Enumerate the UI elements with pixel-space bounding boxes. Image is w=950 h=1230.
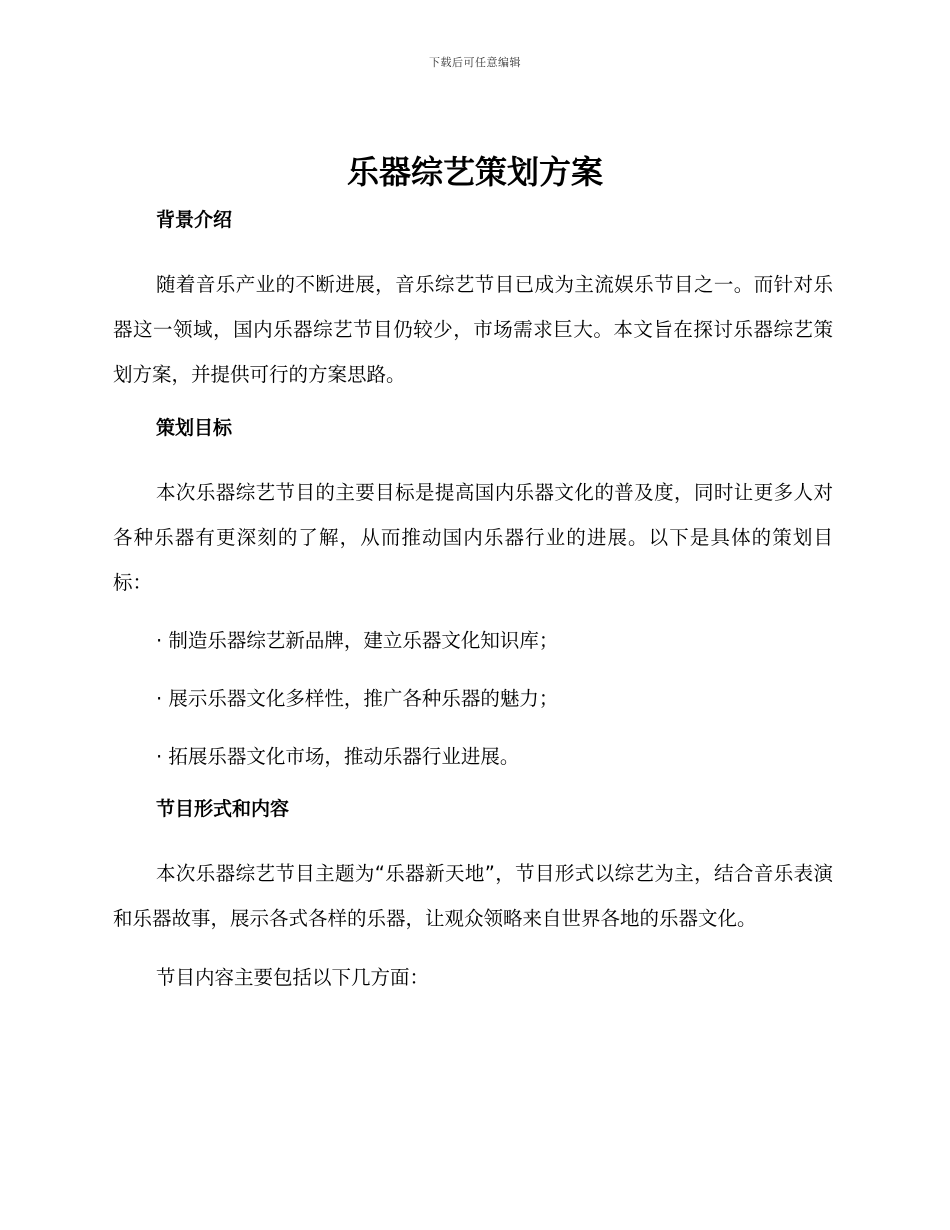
page-header-note: 下载后可任意编辑 <box>429 56 521 69</box>
format-paragraph: 本次乐器综艺节目主题为“乐器新天地”，节目形式以综艺为主，结合音乐表演和乐器故事，展示各式各样的乐器，让观众领略来自世界各地的乐器文化。 <box>113 862 833 930</box>
goal-bullet-item: · 展示乐器文化多样性，推广各种乐器的魅力； <box>156 687 559 710</box>
document-title: 乐器综艺策划方案 <box>346 153 603 191</box>
goals-paragraph: 本次乐器综艺节目的主要目标是提高国内乐器文化的普及度，同时让更多人对各种乐器有更深刻的了解，从而推动国内乐器行业的进展。以下是具体的策划目标： <box>113 481 833 594</box>
format-paragraph-contents: 节目内容主要包括以下几方面： <box>156 966 430 989</box>
goal-bullet-item: · 拓展乐器文化市场，推动乐器行业进展。 <box>156 745 520 768</box>
background-paragraph: 随着音乐产业的不断进展，音乐综艺节目已成为主流娱乐节目之一。而针对乐器这一领域，国内乐器综艺节目仍较少，市场需求巨大。本文旨在探讨乐器综艺策划方案，并提供可行的方案思路。 <box>113 273 833 386</box>
document-body <box>113 203 833 1000</box>
section-heading-format: 节目形式和内容 <box>156 798 290 820</box>
section-heading-background: 背景介绍 <box>156 209 233 231</box>
goal-bullet-item: · 制造乐器综艺新品牌，建立乐器文化知识库； <box>156 629 559 652</box>
section-heading-goals: 策划目标 <box>156 417 233 439</box>
